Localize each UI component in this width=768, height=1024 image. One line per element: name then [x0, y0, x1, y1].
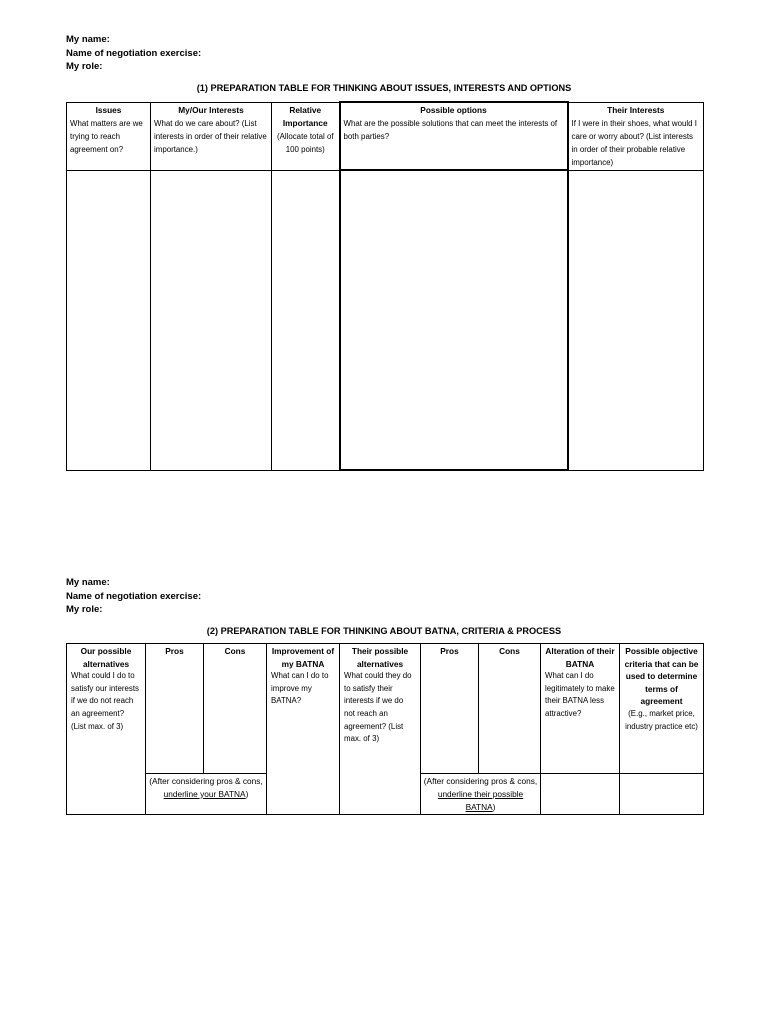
possible-options-entry-cell[interactable] — [340, 170, 568, 470]
negotiation-exercise-label: Name of negotiation exercise: — [66, 47, 202, 59]
issues-entry-cell[interactable] — [67, 170, 151, 470]
column-header-their-interests: Their Interests If I were in their shoes, what would I care or worry about? (List interests in order of their probable relative importance) — [568, 102, 704, 170]
objective-criteria-entry-cell[interactable] — [620, 774, 704, 815]
my-role-label: My role: — [66, 604, 103, 615]
column-header-objective-criteria: Possible objective criteria that can be used to determine terms of agreement (E.g., market price, industry practice etc) — [620, 644, 704, 774]
relative-importance-entry-cell[interactable] — [272, 170, 340, 470]
column-header-alteration-of-their-batna: Alteration of their BATNA What can I do legitimately to make their BATNA less attractive? — [541, 644, 620, 774]
column-header-possible-options: Possible options What are the possible solutions that can meet the interests of both parties? — [340, 102, 568, 170]
batna-criteria-process-table — [66, 643, 704, 815]
underline-their-batna-note: (After considering pros & cons, underline their possible BATNA) — [421, 774, 541, 815]
table-header-row — [67, 102, 704, 170]
column-header-their-cons: Cons — [479, 644, 541, 774]
column-header-my-interests: My/Our Interests What do we care about? (List interests in order of their relative importance.) — [151, 102, 272, 170]
their-interests-entry-cell[interactable] — [568, 170, 704, 470]
column-header-our-pros: Pros — [146, 644, 204, 774]
form1-title: (1) PREPARATION TABLE FOR THINKING ABOUT ISSUES, INTERESTS AND OPTIONS — [196, 83, 572, 93]
table-header-row — [67, 644, 704, 774]
negotiation-exercise-label: Name of negotiation exercise: — [66, 590, 202, 602]
form1-header — [66, 33, 201, 74]
column-header-relative-importance: Relative Importance (Allocate total of 100 points) — [272, 102, 340, 170]
my-interests-entry-cell[interactable] — [151, 170, 272, 470]
underline-your-batna-note: (After considering pros & cons, underline your BATNA) — [146, 774, 267, 815]
form2-header — [66, 576, 201, 617]
alteration-entry-cell[interactable] — [541, 774, 620, 815]
column-header-their-alternatives: Their possible alternatives What could they do to satisfy their interests if we do not reach an agreement? (List max. of 3) — [340, 644, 421, 815]
column-header-our-cons: Cons — [204, 644, 267, 774]
column-header-issues: Issues What matters are we trying to reach agreement on? — [67, 102, 151, 170]
my-role-label: My role: — [66, 61, 103, 72]
column-header-improvement-of-my-batna: Improvement of my BATNA What can I do to improve my BATNA? — [267, 644, 340, 815]
form2-title: (2) PREPARATION TABLE FOR THINKING ABOUT BATNA, CRITERIA & PROCESS — [206, 626, 562, 636]
column-header-their-pros: Pros — [421, 644, 479, 774]
my-name-label: My name: — [66, 34, 110, 45]
column-header-our-alternatives: Our possible alternatives What could I do to satisfy our interests if we do not reach an agreement? (List max. of 3) — [67, 644, 146, 815]
my-name-label: My name: — [66, 577, 110, 588]
issues-interests-options-table — [66, 101, 704, 471]
table-entry-row — [67, 170, 704, 470]
